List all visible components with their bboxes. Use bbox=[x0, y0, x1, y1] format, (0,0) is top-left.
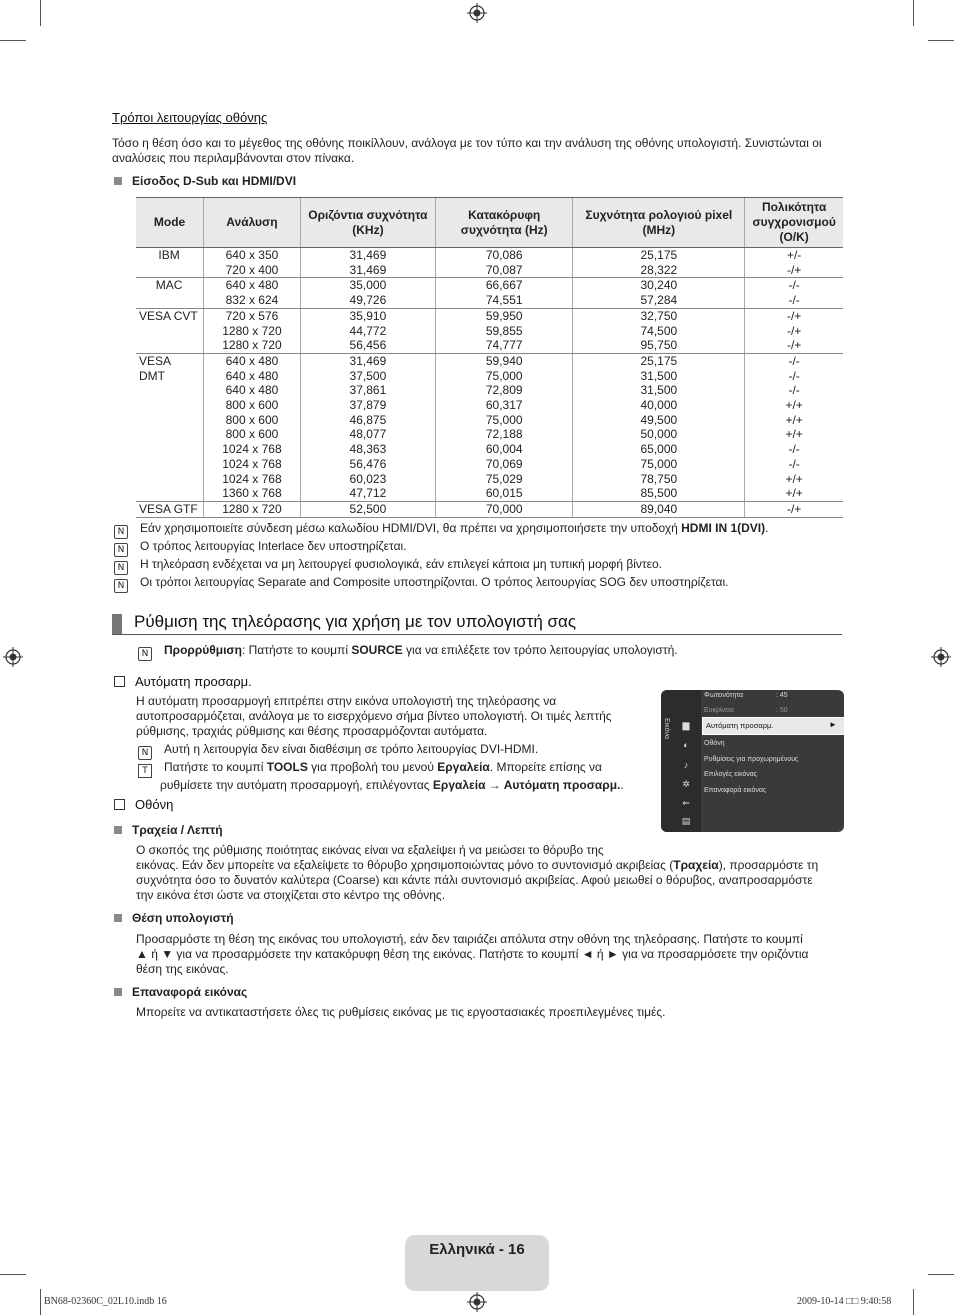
desc-line: θέση της εικόνας. bbox=[136, 962, 229, 976]
tip-text: . Μπορείτε επίσης να bbox=[489, 760, 602, 774]
cell-value: 60,004 bbox=[485, 442, 523, 457]
cell-polarity bbox=[745, 278, 843, 308]
cell-value: 74,777 bbox=[485, 338, 523, 353]
pc-setup-section-title bbox=[112, 612, 842, 635]
cell-value: 640 x 480 bbox=[225, 353, 279, 368]
cell-value: 72,188 bbox=[485, 427, 523, 442]
cell-value: 50,000 bbox=[640, 427, 678, 442]
cell-value: 1280 x 720 bbox=[222, 323, 282, 338]
cell-value: 640 x 350 bbox=[225, 248, 279, 262]
auto-adjust-description bbox=[136, 694, 636, 739]
table-row bbox=[136, 308, 843, 353]
tip-text: Πατήστε το κουμπί bbox=[164, 760, 267, 774]
osd-item-picture-options[interactable]: Επιλογές εικόνας bbox=[704, 771, 758, 778]
registration-mark-icon bbox=[467, 1292, 487, 1312]
display-modes-intro bbox=[112, 136, 847, 166]
note-icon: N bbox=[114, 525, 128, 539]
cell-vfreq bbox=[436, 501, 573, 517]
cell-pixel-clock bbox=[573, 278, 745, 308]
bullet-square-icon bbox=[114, 826, 122, 834]
cell-value: 31,500 bbox=[640, 383, 678, 398]
cell-hfreq bbox=[300, 278, 435, 308]
note-text: Αυτή η λειτουργία δεν είναι διαθέσιμη σε τρόπο λειτουργίας DVI-HDMI. bbox=[164, 742, 539, 756]
bullet-square-icon bbox=[114, 914, 122, 922]
table-row bbox=[136, 501, 843, 517]
cell-polarity bbox=[745, 501, 843, 517]
input-icon[interactable]: ⇐ bbox=[682, 798, 690, 808]
input-label-row bbox=[114, 174, 296, 188]
cell-value: 1280 x 720 bbox=[222, 338, 282, 353]
note-text: Ο τρόπος λειτουργίας Interlace δεν υποστηρίζεται. bbox=[140, 539, 407, 553]
crop-mark bbox=[0, 40, 26, 41]
desc-line: ▲ ή ▼ για να προσαρμόσετε την κατακόρυφη θέση της εικόνας. Πατήστε το κουμπί ◄ ή ► για να προσαρμόσετε την οριζόντια bbox=[136, 947, 809, 961]
cell-value: 31,500 bbox=[640, 368, 678, 383]
cell-value: -/- bbox=[788, 383, 800, 398]
osd-item-screen[interactable]: Οθόνη bbox=[704, 740, 725, 747]
section-bar bbox=[112, 614, 122, 634]
display-modes-table bbox=[136, 197, 843, 518]
cell-vfreq bbox=[436, 248, 573, 278]
cell-pixel-clock bbox=[573, 308, 745, 353]
registration-mark-icon bbox=[931, 647, 951, 667]
cell-mode bbox=[136, 248, 204, 278]
screen-title: Οθόνη bbox=[135, 797, 174, 812]
cell-hfreq bbox=[300, 501, 435, 517]
cell-value: 1024 x 768 bbox=[222, 471, 282, 486]
osd-item-picture-reset[interactable]: Επαναφορά εικόνας bbox=[704, 787, 767, 794]
note-text: Η τηλεόραση ενδέχεται να μη λειτουργεί φυσιολογικά, εάν επιλεγεί κάποια μη τυπική μορφή βίντεο. bbox=[140, 557, 662, 571]
cell-value: 70,086 bbox=[485, 248, 523, 262]
cell-value: 35,910 bbox=[349, 308, 387, 323]
cell-value: 70,069 bbox=[485, 456, 523, 471]
cell-value: +/+ bbox=[785, 486, 803, 501]
cell-value: +/+ bbox=[785, 412, 803, 427]
osd-item-auto-adjust-selected[interactable]: Αυτόματη προσαρμ. ► bbox=[702, 717, 844, 735]
table-row bbox=[136, 278, 843, 308]
cell-value: -/- bbox=[788, 293, 800, 308]
osd-item-advanced[interactable]: Ρυθμίσεις για προχωρημένους bbox=[704, 756, 799, 763]
cell-value: 95,750 bbox=[640, 338, 678, 353]
cell-pixel-clock bbox=[573, 248, 745, 278]
cell-value: 49,726 bbox=[349, 293, 387, 308]
cell-value: 75,000 bbox=[485, 412, 523, 427]
cell-value: 800 x 600 bbox=[225, 427, 279, 442]
mode-name: IBM bbox=[158, 248, 180, 262]
cell-value: 31,469 bbox=[349, 262, 387, 277]
cell-value: 74,500 bbox=[640, 323, 678, 338]
cell-value: 75,029 bbox=[485, 471, 523, 486]
desc-line: Μπορείτε να αντικαταστήσετε όλες τις ρυθμίσεις εικόνας με τις εργοστασιακές προεπιλεγμένες τιμές. bbox=[136, 1005, 666, 1019]
arrow-right-icon: ► bbox=[829, 720, 837, 729]
tip-text: για προβολή του μενού bbox=[307, 760, 438, 774]
cell-value: 75,000 bbox=[640, 456, 678, 471]
crop-mark bbox=[40, 1289, 41, 1315]
cell-resolution bbox=[204, 278, 301, 308]
cell-value: -/- bbox=[788, 278, 800, 293]
note-interlace bbox=[114, 539, 407, 557]
col-header-polarity: Πολικότητα συγχρονισμού (Ο/Κ) bbox=[745, 198, 843, 248]
cell-vfreq bbox=[436, 308, 573, 353]
crop-mark bbox=[913, 1289, 914, 1315]
note-icon: N bbox=[114, 561, 128, 575]
cell-value: 1360 x 768 bbox=[222, 486, 282, 501]
col-header-vfreq: Κατακόρυφη συχνότητα (Hz) bbox=[436, 198, 573, 248]
osd-item-brightness[interactable]: Φωτεινότητα : 45 bbox=[704, 692, 788, 699]
coarse-fine-description bbox=[136, 843, 836, 903]
cell-value: 1024 x 768 bbox=[222, 456, 282, 471]
cell-value: -/+ bbox=[786, 501, 802, 516]
cell-value: 48,077 bbox=[349, 427, 387, 442]
note-icon: N bbox=[138, 647, 152, 661]
checkbox-icon bbox=[114, 799, 125, 810]
cell-value: 60,023 bbox=[349, 471, 387, 486]
cell-value: 70,087 bbox=[485, 262, 523, 277]
cell-value: 59,855 bbox=[485, 323, 523, 338]
cell-value: 56,476 bbox=[349, 456, 387, 471]
coarse-fine-label: Τραχεία / Λεπτή bbox=[132, 823, 223, 837]
cell-value: 25,175 bbox=[640, 353, 678, 368]
cell-value: -/+ bbox=[786, 308, 802, 323]
display-modes-heading: Τρόποι λειτουργίας οθόνης bbox=[112, 110, 268, 125]
tools-tip bbox=[138, 760, 648, 793]
cell-pixel-clock bbox=[573, 353, 745, 501]
note-bold: HDMI IN 1(DVI) bbox=[681, 521, 766, 535]
cell-value: 57,284 bbox=[640, 293, 678, 308]
coarse-term: Τραχεία bbox=[673, 858, 719, 872]
cell-mode bbox=[136, 353, 204, 501]
source-button-label: SOURCE bbox=[351, 643, 403, 657]
cell-value: -/- bbox=[788, 353, 800, 368]
page-label: Ελληνικά - 16 bbox=[429, 1241, 525, 1258]
cell-value: 56,456 bbox=[349, 338, 387, 353]
desc-line: εικόνας. Εάν δεν μπορείτε να εξαλείψετε το θόρυβο χρησιμοποιώντας μόνο το συντονισμό ακριβείας ( bbox=[136, 858, 674, 872]
col-header-resolution: Ανάλυση bbox=[204, 198, 301, 248]
desc-line: Προσαρμόστε τη θέση της εικόνας του υπολογιστή, εάν δεν ταιριάζει απόλυτα στην οθόνη της τηλεόρασης. Πατήστε το κουμπί bbox=[136, 932, 803, 946]
cell-resolution bbox=[204, 248, 301, 278]
intro-line: Τόσο η θέση όσο και το μέγεθος της οθόνης ποικίλλουν, ανάλογα με τον τύπο και την ανάλυση της οθόνης υπολογιστή. Συνιστώνται οι bbox=[112, 136, 822, 150]
print-info-left: BN68-02360C_02L10.indb 16 bbox=[44, 1296, 167, 1307]
note-icon: N bbox=[138, 746, 152, 760]
cell-pixel-clock bbox=[573, 501, 745, 517]
cell-value: 720 x 576 bbox=[225, 308, 279, 323]
pc-position-description bbox=[136, 932, 846, 977]
crop-mark bbox=[928, 1274, 954, 1275]
cell-value: 28,322 bbox=[640, 262, 678, 277]
pc-position-label: Θέση υπολογιστή bbox=[132, 911, 234, 925]
table-row bbox=[136, 353, 843, 501]
cell-value: 1280 x 720 bbox=[222, 501, 282, 516]
desc-line: ρύθμισης, τραχιάς ρύθμισης και θέσης προσαρμόζονται αυτόματα. bbox=[136, 724, 488, 738]
registration-mark-icon bbox=[467, 3, 487, 23]
tools-path: Εργαλεία → Αυτόματη προσαρμ. bbox=[432, 778, 621, 792]
note-icon: N bbox=[114, 543, 128, 557]
cell-value: 66,667 bbox=[485, 278, 523, 293]
note-text: . bbox=[765, 521, 769, 535]
cell-value: 47,712 bbox=[349, 486, 387, 501]
crop-mark bbox=[40, 0, 41, 26]
cell-polarity bbox=[745, 353, 843, 501]
cell-value: 37,879 bbox=[349, 398, 387, 413]
screen-title-row bbox=[114, 797, 173, 812]
cell-resolution bbox=[204, 353, 301, 501]
cell-value: 60,015 bbox=[485, 486, 523, 501]
cell-value: 800 x 600 bbox=[225, 398, 279, 413]
cell-value: 52,500 bbox=[349, 501, 387, 516]
section-title-text: Ρύθμιση της τηλεόρασης για χρήση με τον υπολογιστή σας bbox=[134, 612, 577, 631]
auto-adjust-note bbox=[138, 742, 538, 760]
bullet-square-icon bbox=[114, 177, 122, 185]
reset-description bbox=[136, 1005, 846, 1020]
cell-value: 70,000 bbox=[485, 501, 523, 516]
checkbox-icon bbox=[114, 676, 125, 687]
osd-item-sharpness[interactable]: Ευκρίνεια : 50 bbox=[704, 707, 788, 714]
cell-value: 30,240 bbox=[640, 278, 678, 293]
pc-position-label-row bbox=[114, 911, 234, 925]
mode-name: VESA CVT bbox=[139, 308, 198, 323]
cell-value: -/- bbox=[788, 456, 800, 471]
cell-value: +/+ bbox=[785, 398, 803, 413]
cell-mode bbox=[136, 278, 204, 308]
cell-value: 72,809 bbox=[485, 383, 523, 398]
cell-value: -/- bbox=[788, 442, 800, 457]
cell-hfreq bbox=[300, 353, 435, 501]
cell-value: 25,175 bbox=[640, 248, 678, 262]
mode-name: VESA DMT bbox=[139, 353, 171, 383]
tip-text: ρυθμίσετε την αυτόματη προσαρμογή, επιλέγοντας bbox=[160, 778, 433, 792]
channel-icon[interactable]: ♪ bbox=[683, 760, 689, 770]
cell-value: +/+ bbox=[785, 471, 803, 486]
col-header-pixel-clock: Συχνότητα ρολογιού pixel (MHz) bbox=[573, 198, 745, 248]
note-video-format bbox=[114, 557, 662, 575]
cell-value: 37,861 bbox=[349, 383, 387, 398]
osd-menu-list bbox=[702, 690, 844, 832]
cell-resolution bbox=[204, 501, 301, 517]
note-text: Εάν χρησιμοποιείτε σύνδεση μέσω καλωδίου HDMI/DVI, θα πρέπει να χρησιμοποιήσετε την υποδοχή bbox=[140, 521, 682, 535]
cell-value: 37,500 bbox=[349, 368, 387, 383]
application-icon[interactable]: ▤ bbox=[681, 816, 691, 826]
preset-text: : Πατήστε το κουμπί bbox=[241, 643, 352, 657]
preset-label: Προρρύθμιση bbox=[164, 643, 242, 657]
desc-line: Ο σκοπός της ρύθμισης ποιότητας εικόνας είναι να εξαλείψει ή να μειώσει το θόρυβο της bbox=[136, 843, 604, 857]
cell-value: 48,363 bbox=[349, 442, 387, 457]
cell-value: 75,000 bbox=[485, 368, 523, 383]
cell-value: 59,940 bbox=[485, 353, 523, 368]
osd-sidebar bbox=[661, 690, 701, 832]
col-header-mode: Mode bbox=[136, 198, 204, 248]
cell-value: -/+ bbox=[786, 338, 802, 353]
cell-value: 32,750 bbox=[640, 308, 678, 323]
note-sync-modes bbox=[114, 575, 729, 593]
tools-icon: T bbox=[138, 764, 152, 778]
cell-hfreq bbox=[300, 308, 435, 353]
auto-adjust-title: Αυτόματη προσαρμ. bbox=[135, 674, 252, 689]
picture-icon[interactable]: ▆ bbox=[682, 720, 690, 730]
desc-line: αυτοπροσαρμόζεται, ανάλογα με το εισερχόμενο σήμα βίντεο υπολογιστή. Οι τιμές λεπτής bbox=[136, 709, 612, 723]
cell-value: 60,317 bbox=[485, 398, 523, 413]
reset-label-row bbox=[114, 985, 247, 999]
cell-value: 800 x 600 bbox=[225, 412, 279, 427]
cell-polarity bbox=[745, 248, 843, 278]
cell-value: 40,000 bbox=[640, 398, 678, 413]
preset-text: για να επιλέξετε τον τρόπο λειτουργίας υπολογιστή. bbox=[402, 643, 678, 657]
cell-value: 65,000 bbox=[640, 442, 678, 457]
desc-line: Η αυτόματη προσαρμογή επιτρέπει στην εικόνα υπολογιστή της τηλεόρασης να bbox=[136, 694, 557, 708]
cell-value: 46,875 bbox=[349, 412, 387, 427]
desc-line: την εικόνα έτσι ώστε να στοιχίζεται στο κέντρο της οθόνης. bbox=[136, 888, 446, 902]
reset-label: Επαναφορά εικόνας bbox=[132, 985, 248, 999]
note-hdmi bbox=[114, 521, 768, 539]
osd-side-label: Εικόνα bbox=[663, 718, 670, 740]
print-info-right: 2009-10-14 □□ 9:40:58 bbox=[797, 1296, 892, 1307]
cell-value: 74,551 bbox=[485, 293, 523, 308]
mode-name: VESA GTF bbox=[139, 501, 198, 516]
cell-value: 31,469 bbox=[349, 248, 387, 262]
page-number-badge bbox=[405, 1235, 549, 1291]
note-icon: N bbox=[114, 579, 128, 593]
cell-value: 78,750 bbox=[640, 471, 678, 486]
cell-value: -/- bbox=[788, 368, 800, 383]
desc-line: συχνότητα όσο το δυνατόν καλύτερα (Coarse) και κάντε πάλι συντονισμό ακριβείας. Αφού μειωθεί ο θόρυβος, αναπροσαρμόστε bbox=[136, 873, 813, 887]
cell-polarity bbox=[745, 308, 843, 353]
cell-value: 832 x 624 bbox=[225, 293, 279, 308]
cell-value: -/+ bbox=[786, 323, 802, 338]
cell-vfreq bbox=[436, 353, 573, 501]
tip-text: . bbox=[620, 778, 624, 792]
cell-mode bbox=[136, 501, 204, 517]
intro-line: αναλύσεις που περιλαμβάνονται στον πίνακα. bbox=[112, 151, 355, 165]
cell-value: 1024 x 768 bbox=[222, 442, 282, 457]
tv-osd-menu bbox=[661, 690, 844, 832]
cell-value: 59,950 bbox=[485, 308, 523, 323]
cell-value: +/- bbox=[786, 248, 802, 262]
cell-value: 640 x 480 bbox=[225, 383, 279, 398]
col-header-hfreq: Οριζόντια συχνότητα (KHz) bbox=[300, 198, 435, 248]
preset-note bbox=[138, 643, 678, 661]
cell-value: -/+ bbox=[786, 262, 802, 277]
cell-hfreq bbox=[300, 248, 435, 278]
cell-resolution bbox=[204, 308, 301, 353]
cell-value: 89,040 bbox=[640, 501, 678, 516]
cell-value: 44,772 bbox=[349, 323, 387, 338]
sound-icon[interactable]: ◐ bbox=[683, 740, 689, 750]
coarse-fine-label-row bbox=[114, 823, 223, 837]
cell-value: 640 x 480 bbox=[225, 278, 279, 293]
table-row bbox=[136, 248, 843, 278]
table-header-row bbox=[136, 198, 843, 248]
desc-line: ), προσαρμόστε τη bbox=[718, 858, 819, 872]
cell-value: 49,500 bbox=[640, 412, 678, 427]
crop-mark bbox=[0, 1274, 26, 1275]
crop-mark bbox=[913, 0, 914, 26]
cell-value: 85,500 bbox=[640, 486, 678, 501]
cell-value: 31,469 bbox=[349, 353, 387, 368]
cell-value: 640 x 480 bbox=[225, 368, 279, 383]
note-text: Οι τρόποι λειτουργίας Separate and Composite υποστηρίζονται. Ο τρόπος λειτουργίας SOG δεν υποστηρίζεται. bbox=[140, 575, 729, 589]
cell-value: 720 x 400 bbox=[225, 262, 279, 277]
auto-adjust-title-row bbox=[114, 674, 252, 689]
setup-gear-icon[interactable]: ✲ bbox=[682, 779, 690, 789]
cell-value: +/+ bbox=[785, 427, 803, 442]
tools-menu-label: Εργαλεία bbox=[437, 760, 490, 774]
cell-value: 35,000 bbox=[349, 278, 387, 293]
tools-button-label: TOOLS bbox=[266, 760, 308, 774]
registration-mark-icon bbox=[3, 647, 23, 667]
cell-vfreq bbox=[436, 278, 573, 308]
input-label: Είσοδος D-Sub και HDMI/DVI bbox=[132, 174, 297, 188]
mode-name: MAC bbox=[155, 278, 183, 293]
bullet-square-icon bbox=[114, 988, 122, 996]
cell-mode bbox=[136, 308, 204, 353]
crop-mark bbox=[928, 40, 954, 41]
